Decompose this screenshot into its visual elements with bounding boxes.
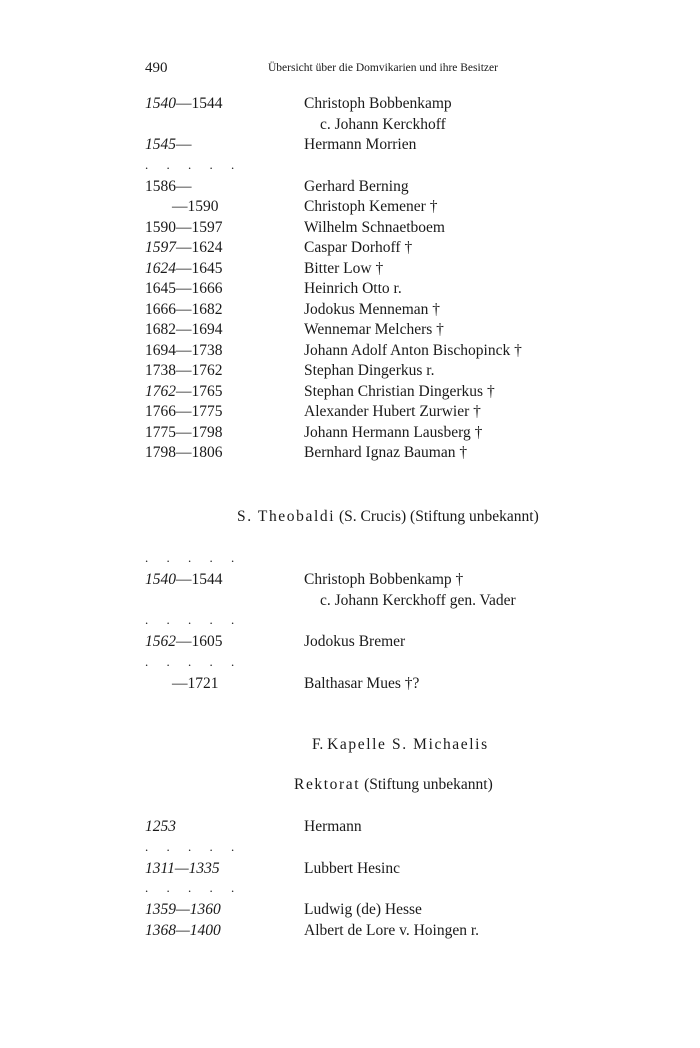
list-row	[0, 238, 700, 259]
date-end: —1765	[176, 382, 223, 400]
page-number: 490	[145, 60, 168, 76]
holder-name: Christoph Bobbenkamp	[304, 95, 452, 112]
holder-name: Ludwig (de) Hesse	[304, 901, 422, 918]
date-end: —1605	[176, 633, 223, 650]
list-row	[0, 443, 700, 464]
date-range: 1359—1360	[145, 901, 221, 918]
date-start: 1624	[145, 259, 176, 277]
date-start: 1540	[145, 95, 176, 112]
holder-name: Caspar Dorhoff †	[304, 239, 413, 256]
section-heading-michaelis	[0, 736, 700, 754]
list-row	[0, 900, 700, 921]
list-row	[0, 423, 700, 444]
holder-name: Johann Adolf Anton Bischopinck †	[304, 341, 522, 359]
holder-name: Christoph Kemener †	[304, 198, 438, 215]
holder-name: Wilhelm Schnaetboem	[304, 218, 445, 236]
heading-rest: (S. Crucis) (Stiftung unbekannt)	[335, 508, 539, 525]
holder-name: Heinrich Otto r.	[304, 280, 402, 297]
date-range: —1721	[172, 674, 219, 692]
holder-name: Lubbert Hesinc	[304, 859, 400, 877]
holder-name: Wennemar Melchers †	[304, 321, 444, 338]
subheading-rektorat	[0, 776, 700, 794]
holder-name: Hermann	[304, 818, 362, 835]
list-row	[0, 135, 700, 156]
date-range: 1590—1597	[145, 218, 223, 236]
michaelis-list	[0, 817, 700, 941]
list-row	[0, 197, 700, 218]
date-range: 1311—1335	[145, 859, 220, 877]
ellipsis-dots: . . . . .	[145, 653, 242, 669]
ellipsis-dots: . . . . .	[145, 550, 242, 565]
holder-name: Stephan Dingerkus r.	[304, 362, 435, 379]
list-row	[0, 115, 700, 136]
list-row	[0, 817, 700, 838]
date-start: 1545	[145, 136, 176, 153]
holder-name-continuation: c. Johann Kerckhoff	[320, 115, 446, 133]
date-end: —1544	[176, 571, 223, 588]
date-range: 1368—1400	[145, 921, 221, 939]
subheading-rest: (Stiftung unbekannt)	[360, 776, 493, 793]
theobaldi-list	[0, 552, 700, 694]
list-row	[0, 94, 700, 115]
list-row	[0, 320, 700, 341]
list-row	[0, 859, 700, 880]
holder-name: Jodokus Bremer	[304, 633, 406, 650]
date-start: 1762	[145, 382, 176, 400]
list-row	[0, 591, 700, 612]
list-row	[0, 570, 700, 591]
holder-name: Alexander Hubert Zurwier †	[304, 403, 481, 420]
date-range: 1766—1775	[145, 403, 223, 420]
holder-name: Johann Hermann Lausberg †	[304, 423, 483, 441]
holder-name: Albert de Lore v. Hoingen r.	[304, 921, 480, 939]
list-row	[0, 218, 700, 239]
ellipsis-dots: . . . . .	[145, 838, 242, 854]
list-row	[0, 300, 700, 321]
holder-name: Christoph Bobbenkamp †	[304, 571, 464, 588]
list-row	[0, 921, 700, 942]
date-start: 1562	[145, 633, 176, 650]
running-title: Übersicht über die Domvikarien und ihre Besitzer	[268, 62, 498, 74]
date-range: 1586—	[145, 177, 192, 195]
list-row	[0, 279, 700, 300]
date-range: —1590	[172, 198, 219, 215]
list-row	[0, 259, 700, 280]
ellipsis-dots: . . . . .	[145, 612, 242, 627]
holder-name: Bernhard Ignaz Bauman †	[304, 444, 468, 461]
section-heading-theobaldi	[0, 508, 700, 526]
date-end: —1624	[176, 239, 223, 256]
list-row	[0, 382, 700, 403]
holder-name: Stephan Christian Dingerkus †	[304, 382, 495, 400]
holder-name: Hermann Morrien	[304, 136, 417, 153]
date-start: 1597	[145, 239, 176, 256]
list-row	[0, 177, 700, 198]
holder-name: Bitter Low †	[304, 259, 384, 277]
list-row	[0, 632, 700, 653]
ellipsis-dots: . . . . .	[145, 880, 242, 895]
subheading-spaced: Rektorat	[294, 776, 361, 793]
date-range: 1694—1738	[145, 341, 223, 359]
vicar-list-1	[0, 94, 700, 464]
date-range: 1798—1806	[145, 444, 223, 461]
date-end: —1544	[176, 95, 223, 112]
date-range: 1253	[145, 818, 176, 835]
list-row	[0, 402, 700, 423]
heading-prefix: F.	[312, 736, 328, 753]
date-end: —1645	[176, 259, 223, 277]
date-range: 1738—1762	[145, 362, 223, 379]
holder-name-continuation: c. Johann Kerckhoff gen. Vader	[320, 591, 516, 609]
holder-name: Gerhard Berning	[304, 177, 409, 195]
holder-name: Balthasar Mues †?	[304, 674, 420, 692]
list-row	[0, 341, 700, 362]
ellipsis-dots: . . . . .	[145, 156, 242, 172]
date-range: 1666—1682	[145, 300, 223, 318]
date-range: 1682—1694	[145, 321, 223, 338]
heading-spaced: Kapelle S. Michaelis	[327, 736, 489, 753]
heading-spaced: S. Theobaldi	[237, 508, 336, 525]
date-range: 1645—1666	[145, 280, 223, 297]
holder-name: Jodokus Menneman †	[304, 300, 441, 318]
date-end: —	[176, 136, 192, 153]
list-row	[0, 674, 700, 695]
date-range: 1775—1798	[145, 423, 223, 441]
date-start: 1540	[145, 571, 176, 588]
list-row	[0, 361, 700, 382]
